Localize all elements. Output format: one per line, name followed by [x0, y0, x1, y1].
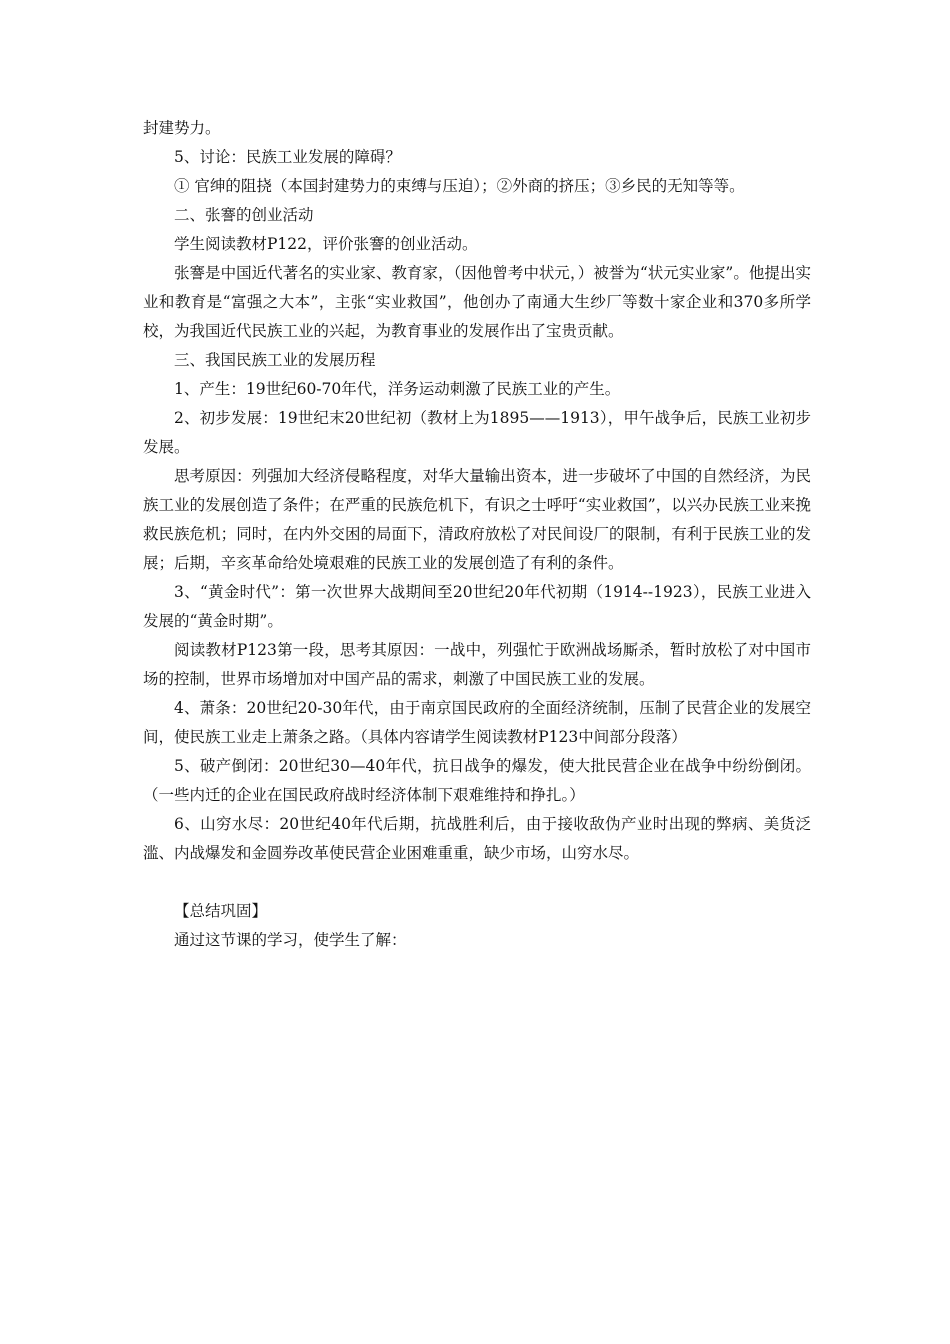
section-heading-history: 三、我国民族工业的发展历程	[174, 351, 376, 369]
paragraph-exhaustion: 6、山穷水尽：20世纪40年代后期，抗战胜利后，由于接收敌伪产业时出现的弊病、美货泛滥、内战爆发和金圆券改革使民营企业困难重重，缺少市场，山穷水尽。	[143, 815, 811, 862]
blank-line	[143, 868, 811, 897]
paragraph-initial-development: 2、初步发展：19世纪末20世纪初（教材上为1895——1913），甲午战争后，民族工业初步发展。	[143, 409, 811, 456]
paragraph-bankruptcy: 5、破产倒闭：20世纪30—40年代，抗日战争的爆发，使大批民营企业在战争中纷纷倒闭。（一些内迁的企业在国民政府战时经济体制下艰难维持和挣扎。）	[143, 757, 811, 804]
document-page	[143, 114, 811, 955]
paragraph-continuation: 封建势力。	[143, 119, 221, 137]
paragraph-discussion: 5、讨论：民族工业发展的障碍？	[174, 148, 401, 166]
paragraph-zhangjian-bio: 张謇是中国近代著名的实业家、教育家，（因他曾考中状元，）被誉为“状元实业家”。他提出实业和教育是“富强之大本”，主张“实业救国”，他创办了南通大生纱厂等数十家企业和370多所学校，为我国近代民族工业的兴起，为教育事业的发展作出了宝贵贡献。	[143, 264, 811, 340]
paragraph-reading-task: 学生阅读教材P122，评价张謇的创业活动。	[174, 235, 478, 253]
paragraph-obstacles: ① 官绅的阻挠（本国封建势力的束缚与压迫）；②外商的挤压；③乡民的无知等等。	[174, 177, 745, 195]
summary-text: 通过这节课的学习，使学生了解：	[174, 931, 407, 949]
paragraph-origin: 1、产生：19世纪60-70年代，洋务运动刺激了民族工业的产生。	[174, 380, 621, 398]
paragraph-depression: 4、萧条：20世纪20-30年代，由于南京国民政府的全面经济统制，压制了民营企业的发展空间，使民族工业走上萧条之路。（具体内容请学生阅读教材P123中间部分段落）	[143, 699, 811, 746]
paragraph-reasons: 思考原因：列强加大经济侵略程度，对华大量输出资本，进一步破坏了中国的自然经济，为民族工业的发展创造了条件；在严重的民族危机下，有识之士呼吁“实业救国”，以兴办民族工业来挽救民族危机；同时，在内外交困的局面下，清政府放松了对民间设厂的限制，有利于民族工业的发展；后期，辛亥革命给处境艰难的民族工业的发展创造了有利的条件。	[143, 467, 811, 572]
summary-heading: 【总结巩固】	[174, 902, 268, 920]
paragraph-golden-age-reasons: 阅读教材P123第一段，思考其原因：一战中，列强忙于欧洲战场厮杀，暂时放松了对中国市场的控制，世界市场增加对中国产品的需求，刺激了中国民族工业的发展。	[143, 641, 811, 688]
section-heading-zhangjian: 二、张謇的创业活动	[174, 206, 314, 224]
paragraph-golden-age: 3、“黄金时代”：第一次世界大战期间至20世纪20年代初期（1914--1923），民族工业进入发展的“黄金时期”。	[143, 583, 811, 630]
